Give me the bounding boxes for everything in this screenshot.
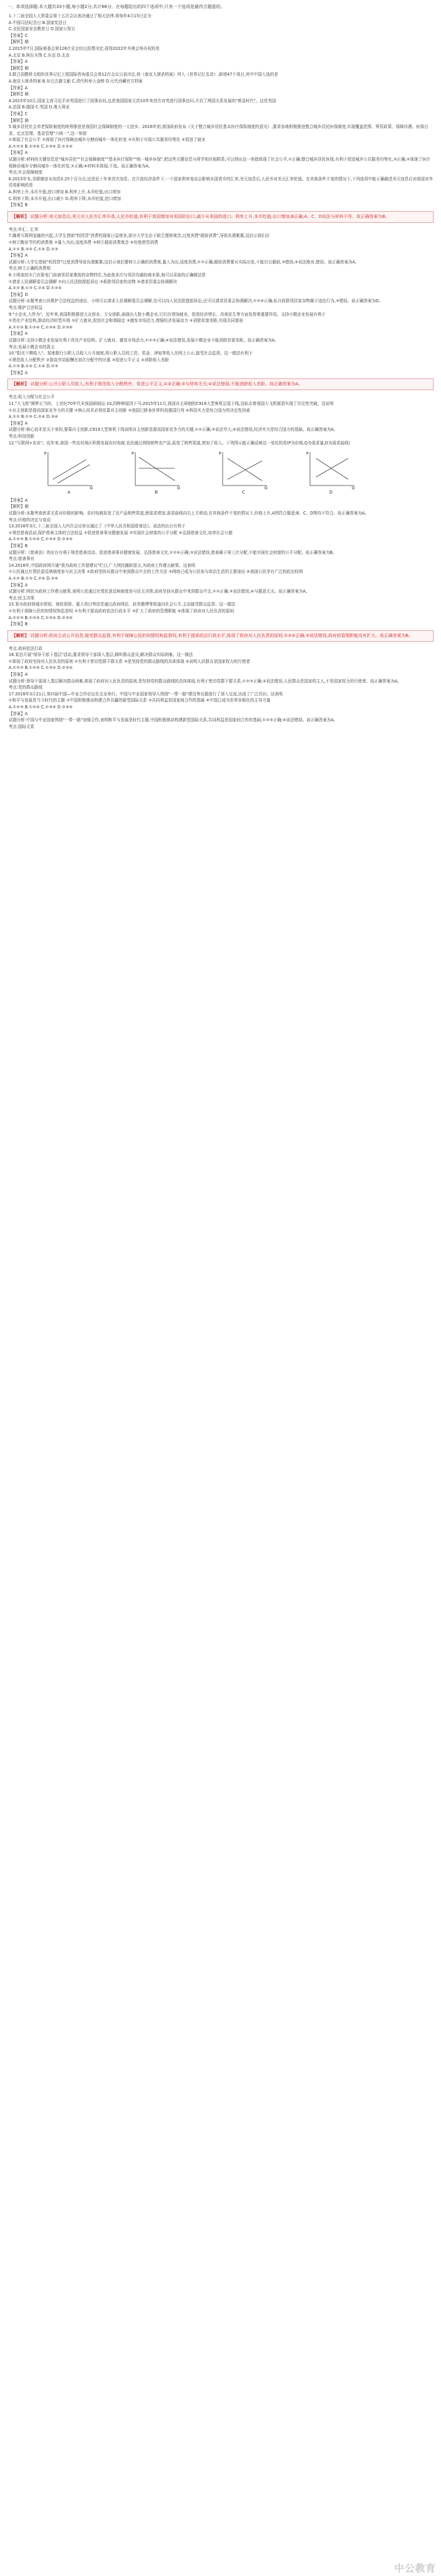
q14-answer: 【答案】A (9, 582, 28, 588)
q14-topic: 考点:民主决策 (9, 595, 34, 601)
q5-answer: 【答案】A (9, 150, 28, 156)
q17-topic: 考点:国际关系 (9, 724, 34, 729)
q1-analysis: 【解析】略 (9, 39, 29, 45)
q4-line: 4.2015年10月,国家主席习近平对英国进行了国事访问,这是我国国家元首10年来首次对英进行国事访问,开启了两国关系发展的"黄金时代"。这是英国 (9, 98, 276, 103)
curve-2 (228, 461, 262, 479)
q14-options: A.①② B.①③ C.②④ D.③④ (9, 575, 58, 581)
highlight-analysis-box (7, 630, 434, 642)
figure-d (305, 450, 357, 496)
q11-statements: ①自主创新是提高国家竞争力的关键 ②核心技术必须依靠自主创新 ③我国已跻身世界科技强国行列 ④科技实力是综合国力的决定性因素 (9, 407, 250, 413)
question-17 (0, 691, 441, 730)
q17-answer: 【答案】A (9, 711, 28, 716)
q3-answer: 【答案】A (9, 85, 28, 90)
axis-p-label: P (44, 452, 47, 457)
q5-analysis: 试题分析:材料的关键信息是"城乡居民""社会保障制度""基本医疗保险""统一城乡医保",把这些关键信息与所学知识相联系,可以得出这一举措体现了社会公平,①正确;整合城乡居民医保,有利于促进城乡公共服务均等化,③正确;②体现了医疗保障由城乡分割向城乡一体化转变,②正确;④材料未体现,不选。故正确答案为A。 (9, 157, 431, 169)
q9-options: A.①②③ B.①②④ C.①③④ D.②③④ (9, 324, 73, 330)
axis-q-label: Q (177, 486, 180, 490)
q7-options: A.①② B.③④ C.①④ D.②③ (9, 246, 58, 252)
highlight-analysis-box (7, 211, 434, 223)
question-6 (0, 176, 441, 209)
q2-answer: 【答案】A (9, 59, 28, 65)
figure-a (43, 450, 95, 496)
q16-options: A.①②③ B.①②④ C.①③④ D.②③④ (9, 665, 73, 671)
question-8 (0, 272, 441, 311)
question-15 (0, 601, 441, 627)
q8-analysis: 试题分析:本题考查公民维护合法权益的途径。小明可以请求人民调解委员会调解,也可以向人民法院提起诉讼,还可以请求居委会协调解决,①②④正确;私自拆除邻居家杂物属于违法行为,③错误。故正确答案为D。 (9, 298, 383, 304)
q6-line: 6.2015年末,美联储宣布加息0.25个百分点,这是近十年来首次加息。在开放经济条件下,一个国家利率变动会影响本国货币的汇率,美元加息后,人民币对美元汇率贬值。在其他条件不变的情况下,下列选项中能正确描述美元加息后对我国对外贸易影响的是 (9, 176, 433, 188)
q10-answer: 【答案】A (9, 370, 28, 375)
q16-statements: ①体现了政府坚持对人民负责的原则 ②有利于密切党群干群关系 ③是坚持党的群众路线的具体体现 ④说明人民群众是国家权力的行使者 (9, 658, 250, 664)
figure-c (218, 450, 269, 496)
highlight-text: 试题分析:美元加息后,美元对人民币汇率升高,人民币贬值,有利于我国增加对美国的出口,减少从美国的进口。利率上升,本币贬值,出口增加,B正确;A、C、D说法与材料不符。故正确答案为B。 (30, 214, 390, 219)
q16-analysis: 试题分析:领导干部深入基层解决群众困难,体现了政府对人民负责的原则,是坚持党的群众路线的具体体现,有利于密切党群干群关系,①②③正确;④说法错误,人民群众是国家的主人,不是国家权力的行使者。故正确答案为A。 (9, 678, 402, 684)
q7-analysis: 试题分析:大学生借助"校园贷"过度消费导致负债累累,这启示我们要树立正确的消费观,量入为出,适度消费,①②正确;超前消费要从实际出发,不能盲目超前,③错误;④说法绝对,错误。故正确答案为A。 (9, 259, 359, 265)
figure-a-label: A (67, 490, 71, 495)
axis-p-label: P (132, 452, 134, 457)
q2-analysis: 【解析】略 (9, 65, 29, 71)
q1-options: A.中国司法纪念日 B.国家宪法日 (9, 20, 67, 25)
q10-topic: 考点:收入分配与社会公平 (9, 394, 55, 400)
q12-line: 12."互联网+农业"。近年来,我国一些农村地区积极发展农村电商,农民通过网络销售农产品,拓宽了销售渠道,增加了收入。下列图示能正确反映这一变化的是(P为价格,Q为需求量,D为需求曲线) (9, 440, 351, 446)
q17-analysis: 试题分析:中国与中亚国家围绕"一带一路"加强合作,表明和平与发展是时代主题,中国积极推动构建新型国际关系,共同利益是国家间合作的基础,①②③正确;④说法错误。故正确答案为A。 (9, 718, 338, 723)
question-14 (0, 562, 441, 602)
question-2 (0, 46, 441, 71)
question-12 (0, 440, 441, 447)
q5-topic: 考点:社会保障制度 (9, 170, 42, 175)
q11-analysis: 试题分析:核心技术是买不来的,要靠自主创新,C919大型客机下线说明自主创新是提高国家竞争力的关键,①②正确;③说法夸大;④说法错误,经济实力是综合国力的基础。故正确答案为A。 (9, 427, 338, 433)
curve-2 (316, 458, 348, 479)
q1-options: C.全民国家安全教育日 D.国家公祭日 (9, 26, 76, 32)
question-7 (0, 226, 441, 272)
q13-topic: 考点:慈善事业 (9, 556, 34, 562)
q8-topic: 考点:维护合法权益 (9, 305, 42, 310)
q9-line: 9."小企业,大作为"。近年来,我国积极推进大众创业、万众创新,涌现出大批小微企业,它们在增加就业、促进经济增长、改善民生等方面发挥着重要作用。支持小微企业发展有利于 (9, 311, 326, 317)
q8-statements: ①请求人民调解委员会调解 ②向人民法院提起诉讼 ③拆除邻居家的杂物 ④请求居委会协调解决 (9, 279, 177, 284)
q3-options: A.南京大屠杀档案 B.东巴古籍文献 C.清代科举大金榜 D.元代西藏官方档案 (9, 78, 143, 84)
q5-line: 5.城乡居民社会养老保险制度的统筹推进是我国社会保障制度的一大进步。2016年初,我国政府发布《关于整合城乡居民基本医疗保险制度的意见》,要求各地积极推进整合城乡居民医保制度,实现覆盖范围、筹资政策、保障待遇、医保目录、定点管理、基金管理"六统一",这一举措 (9, 124, 429, 136)
q14-statements: ①公民通过社情民意反映制度参与民主决策 ②政府坚持从群众中来到群众中去的工作方法 ③网络已成为公民参与政治生活的主要途径 ④我国公民享有广泛的政治权利 (9, 569, 303, 575)
q8-answer: 【答案】D (9, 292, 28, 297)
highlight-title: 【解析】 (12, 382, 29, 387)
q6-answer: 【答案】B (9, 202, 28, 208)
question-4 (0, 98, 441, 124)
q15-options: A.①②③ B.①②④ C.①③④ D.②③④ (9, 615, 73, 620)
axis-p-label: P (306, 452, 309, 457)
q2-options: A.北京 B.阿拉木图 C.东京 D.北京 (9, 52, 70, 58)
figure-b-label: B (154, 490, 158, 495)
q13-answer: 【答案】B (9, 543, 28, 548)
curve-1 (316, 458, 348, 477)
section-intro: 一、单项选择题:本大题共33小题,每小题2分,共计66分。在每题给出的四个选项中,只有一个选项是最符合题意的。 (7, 4, 225, 9)
q6-options: A.利率上升,本币升值,进口增加 B.利率上升,本币贬值,出口增加 (9, 190, 121, 195)
q7-answer: 【答案】A (9, 253, 28, 258)
q15-statements: ①有利于保障公民的知情权和监督权 ②有利于提高政府依法行政水平 ③扩大了政府的管理职能 ④体现了政府对人民负责的原则 (9, 608, 234, 614)
q10-line: 10."阳光下晒收入"。某地推行公职人员收入公开制度,将公职人员的工资、奖金、津贴等收入在网上公示,接受社会监督。这一做法有利于 (9, 351, 253, 356)
q9-analysis: 试题分析:支持小微企业发展有利于优化产业结构、扩大就业、激发市场活力,①②③正确;④说法错误,发展小微企业不能消除贫富差距。故正确答案为A。 (9, 337, 279, 343)
question-5 (0, 124, 441, 176)
q6-options: C.利率下降,本币升值,出口减少 D.利率下降,本币贬值,进口增加 (9, 196, 121, 201)
q4-analysis: 【解析】略 (9, 118, 29, 123)
q6-topic: 考点:外汇、汇率 (9, 226, 39, 232)
figure-c-graph (218, 450, 269, 489)
q4-answer: 【答案】C (9, 111, 28, 116)
question-16 (0, 646, 441, 691)
q17-line: 17.2016年3月21日,第四届中国—中亚合作论坛在北京举行。中国与中亚国家领导人围绕"一带一路"建设等议题进行了深入交流,达成了广泛共识。这表明 (9, 691, 283, 697)
q10-options: A.①③ B.②④ C.①④ D.②③ (9, 364, 58, 369)
q14-analysis: 试题分析:网民为政府工作建言献策,表明公民通过社情民意反映制度参与民主决策,政府坚持从群众中来到群众中去,①②正确;③说法错误;④与题意无关。故正确答案为A。 (9, 589, 310, 594)
q11-topic: 考点:科技创新 (9, 434, 34, 439)
q15-answer: 【答案】B (9, 622, 28, 627)
figure-d-label: D (329, 490, 333, 495)
question-9 (0, 311, 441, 351)
q17-options: A.①②③ B.①②④ C.①③④ D.②③④ (9, 705, 73, 710)
q7-line: 7.随着互联网金融的兴起,大学生借助"校园贷"消费的现象日益增多,部分大学生由于缺乏理财观念,过度消费"超前消费",导致负债累累,这启示我们应 (9, 233, 270, 239)
axis-q-label: Q (264, 486, 268, 490)
q15-line: 15.某市政府将城市规划、财政预算、重大项目等信息通过政府网站、政务微博等渠道向社会公开,主动接受群众监督。这一做法 (9, 602, 236, 607)
figure-c-label: C (242, 490, 245, 495)
q14-line: 14.2016年,中国政府网开通"我为政府工作提建议"栏目,广大网民踊跃留言,为政府工作建言献策。这表明 (9, 562, 196, 568)
q9-answer: 【答案】A (9, 331, 28, 337)
question-3 (0, 71, 441, 97)
question-11 (0, 394, 441, 439)
figure-d-graph (305, 450, 357, 489)
curve-1 (139, 457, 175, 481)
q7-topic: 考点:树立正确的消费观 (9, 266, 51, 271)
q1-line: 1.十二届全国人大常委会第十五次会议表决通过了相关法律,将每年4月15日定为 (9, 14, 151, 18)
figure-b-graph (130, 450, 182, 489)
q11-options: A.①② B.①③ C.②④ D.③④ (9, 414, 58, 420)
q13-line: 13.2016年3月,十二届全国人大四次会议审议通过了《中华人民共和国慈善法》。该法的出台有利于 (9, 524, 186, 529)
highlight-analysis-box (7, 378, 434, 390)
q12-analysis: 【解析】略 (9, 504, 29, 510)
figure-b (130, 450, 182, 496)
highlight-text: 试题分析:政府主动公开信息,接受群众监督,有利于保障公民的知情权和监督权,有利于提高依法行政水平,体现了政府对人民负责的原则,①②④正确;③说法错误,政府的管理职能没有扩大。故正确答案为B。 (30, 633, 413, 638)
q11-line: 11."大飞机"圆梦正当时。上世纪70年代末我国研制运-10,因种种原因下马;2015年11月,我国自主研制的C919大型客机总装下线,这标志着我国大飞机制造实现了历史性突破。这说明 (9, 401, 334, 407)
q10-statements: ①规范收入分配秩序 ②提高劳动报酬在初次分配中的比重 ③促进公平正义 ④消除收入差距 (9, 357, 169, 362)
axis-q-label: Q (352, 486, 355, 490)
q13-analysis: 试题分析:《慈善法》的出台有利于规范慈善活动、促进慈善事业健康发展、弘扬慈善文化,①②④正确;③说法错误,慈善属于第三次分配,不能实现社会财富的公平分配。故正确答案为B。 (9, 550, 337, 555)
question-1 (0, 13, 441, 46)
axis-p-label: P (219, 452, 221, 457)
q3-analysis: 【解析】略 (9, 92, 29, 97)
q11-answer: 【答案】A (9, 420, 28, 426)
highlight-title: 【解析】 (12, 214, 29, 219)
q5-options: A.①②③ B.②③④ C.①③④ D.①②④ (9, 143, 73, 149)
highlight-title: 【解析】 (12, 633, 29, 638)
q8-line: 8.小明家的木门在卧室门前被邻居家堆放的杂物挡住,为此他多次与邻居沟通协商未果,他可以采取的正确做法是 (9, 272, 206, 278)
question-12-answer (0, 497, 441, 523)
q5-statements: ①体现了社会公平 ②体现了医疗保障由城乡分割向城乡一体化转变 ③有利于实现公共服务均等化 ④促进了就业 (9, 137, 206, 143)
q7-statements: ①树立勤俭节约的消费观 ②量入为出,适度消费 ③树立超前消费观念 ④杜绝借贷消费 (9, 240, 159, 245)
q1-answer: 【答案】C (9, 33, 28, 38)
q12-topic: 考点:价格的决定与变动 (9, 517, 51, 522)
highlight-text: 试题分析:公开公职人员收入,有利于规范收入分配秩序、促进公平正义,①③正确;②与材料无关;④说法错误,不能消除收入差距。故正确答案为A。 (30, 382, 303, 387)
question-13 (0, 523, 441, 562)
figure-a-graph (43, 450, 95, 489)
q13-statements: ①规范慈善活动,保护慈善主体的合法权益 ②促进慈善事业健康发展 ③实现社会财富的公平分配 ④弘扬慈善文化,培育社会公德 (9, 530, 232, 535)
q16-answer: 【答案】A (9, 672, 28, 678)
q16-topic: 考点:党的群众路线 (9, 685, 42, 690)
q15-topic: 考点:政府依法行政 (9, 646, 42, 651)
q9-statements: ①优化产业结构,推动经济转型升级 ②扩大就业,促进社会和谐稳定 ③激发市场活力,增强经济发展动力 ④消除贫富差距,实现共同富裕 (9, 318, 244, 324)
q17-statements: ①和平与发展是当今时代的主题 ②中国积极推动构建合作共赢的新型国际关系 ③共同利益是国家间合作的基础 ④中国已成为世界多极化的主导力量 (9, 698, 271, 703)
q12-answer: 【答案】A (9, 497, 28, 503)
q3-line: 3.联合国教科文组织世界记忆工程国际咨询委员会第12次会议日前决定,将《南京大屠杀档案》列入《世界记忆名录》,新增47个项目,其中中国入选的是 (9, 72, 279, 78)
q9-topic: 考点:发展小微企业的意义 (9, 344, 55, 350)
q8-options: A.①② B.①③ C.②④ D.①②④ (9, 286, 62, 291)
brand-watermark: 中公教育 (394, 2562, 436, 2575)
curve-1 (228, 458, 262, 481)
demand-figures (0, 446, 441, 497)
axis-q-label: Q (90, 486, 93, 490)
q4-options: A.法国 B.德国 C.英国 D.澳大利亚 (9, 105, 70, 110)
q13-options: A.①②③ B.①②④ C.①③④ D.②③④ (9, 537, 73, 542)
q16-line: 16.某县开展"领导干部下基层"活动,要求领导干部深入基层,倾听群众意见,解决群众实际困难。这一做法 (9, 652, 193, 658)
question-10 (0, 350, 441, 376)
q2-line: 2.2015年7月,国际奥委会第128次全会经过投票决定,获得2022年冬奥会举办权的是 (9, 46, 160, 51)
q12-analysis: 试题分析:本题考查供求关系对价格的影响。农村电商拓宽了农产品销售渠道,使需求增加,需求曲线向右上方移动,在其他条件不变的情况下,价格上升,A图符合题意;B、C、D图均不符合。故正确答案为A。 (9, 511, 369, 516)
